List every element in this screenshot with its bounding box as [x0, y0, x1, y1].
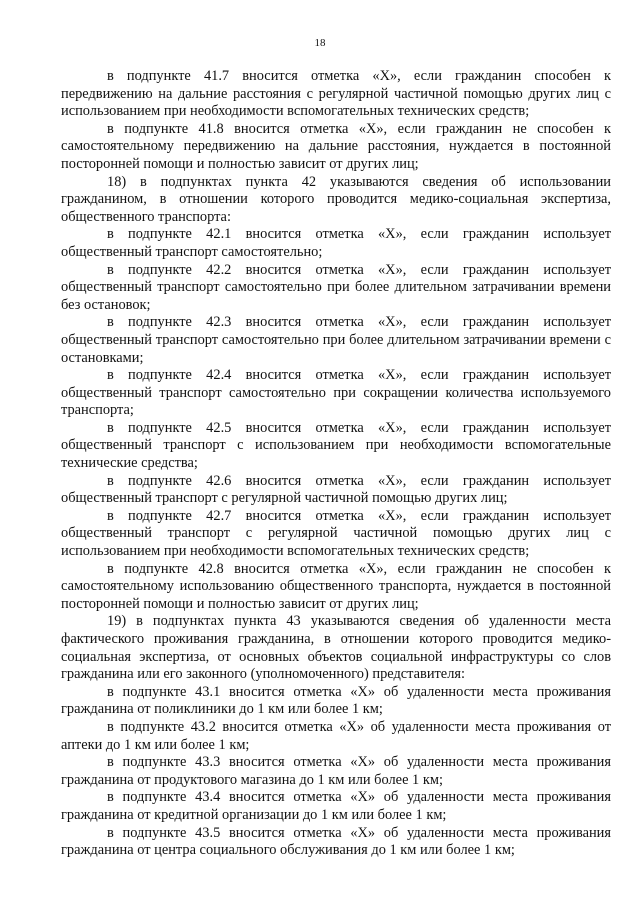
paragraph-43-2: в подпункте 43.2 вносится отметка «X» об удаленности места проживания от аптеки до 1 км или более 1 км;	[61, 718, 611, 753]
paragraph-42-8: в подпункте 42.8 вносится отметка «X», если гражданин не способен к самостоятельному использованию общественного транспорта, нуждается в постоянной посторонней помощи и полностью зависит от других лиц;	[61, 560, 611, 612]
paragraph-41-8: в подпункте 41.8 вносится отметка «X», если гражданин не способен к самостоятельному передвижению на дальние расстояния, нуждается в постоянной посторонней помощи и полностью зависит от других лиц;	[61, 120, 611, 172]
document-body	[61, 68, 611, 860]
paragraph-41-7: в подпункте 41.7 вносится отметка «X», если гражданин способен к передвижению на дальние расстояния с регулярной частичной помощью других лиц с использованием при необходимости вспомогательных технических средств;	[61, 68, 611, 120]
page-number: 18	[314, 37, 326, 49]
paragraph-item-19: 19) в подпунктах пункта 43 указываются сведения об удаленности места фактического проживания гражданина, в отношении которого проводится медико-социальная экспертиза, от основных объектов социальной инфраструктуры со слов гражданина или его законного (уполномоченного) представителя:	[61, 613, 611, 683]
paragraph-42-6: в подпункте 42.6 вносится отметка «X», если гражданин использует общественный транспорт с регулярной частичной помощью других лиц;	[61, 472, 611, 507]
paragraph-43-3: в подпункте 43.3 вносится отметка «X» об удаленности места проживания гражданина от продуктового магазина до 1 км или более 1 км;	[61, 754, 611, 788]
paragraph-42-1: в подпункте 42.1 вносится отметка «X», если гражданин использует общественный транспорт самостоятельно;	[61, 226, 611, 260]
paragraph-42-7: в подпункте 42.7 вносится отметка «X», если гражданин использует общественный транспорт с регулярной частичной помощью других лиц с использованием при необходимости вспомогательных технических средств;	[61, 507, 611, 560]
paragraph-43-4: в подпункте 43.4 вносится отметка «X» об удаленности места проживания гражданина от кредитной организации до 1 км или более 1 км;	[61, 789, 611, 823]
paragraph-item-18: 18) в подпунктах пункта 42 указываются сведения об использовании гражданином, в отношении которого проводится медико-социальная экспертиза, общественного транспорта:	[61, 173, 611, 225]
paragraph-43-5: в подпункте 43.5 вносится отметка «X» об удаленности места проживания гражданина от центра социального обслуживания до 1 км или более 1 км;	[61, 824, 611, 859]
paragraph-43-1: в подпункте 43.1 вносится отметка «X» об удаленности места проживания гражданина от поликлиники до 1 км или более 1 км;	[61, 683, 611, 718]
paragraph-42-5: в подпункте 42.5 вносится отметка «X», если гражданин использует общественный транспорт с использованием при необходимости вспомогательные технические средства;	[61, 419, 611, 472]
paragraph-42-3: в подпункте 42.3 вносится отметка «X», если гражданин использует общественный транспорт самостоятельно при более длительном затрачивании времени с остановками;	[61, 314, 611, 366]
paragraph-42-2: в подпункте 42.2 вносится отметка «X», если гражданин использует общественный транспорт самостоятельно при более длительном затрачивании времени без остановок;	[61, 261, 611, 313]
paragraph-42-4: в подпункте 42.4 вносится отметка «X», если гражданин использует общественный транспорт самостоятельно при сокращении количества используемого транспорта;	[61, 367, 611, 419]
